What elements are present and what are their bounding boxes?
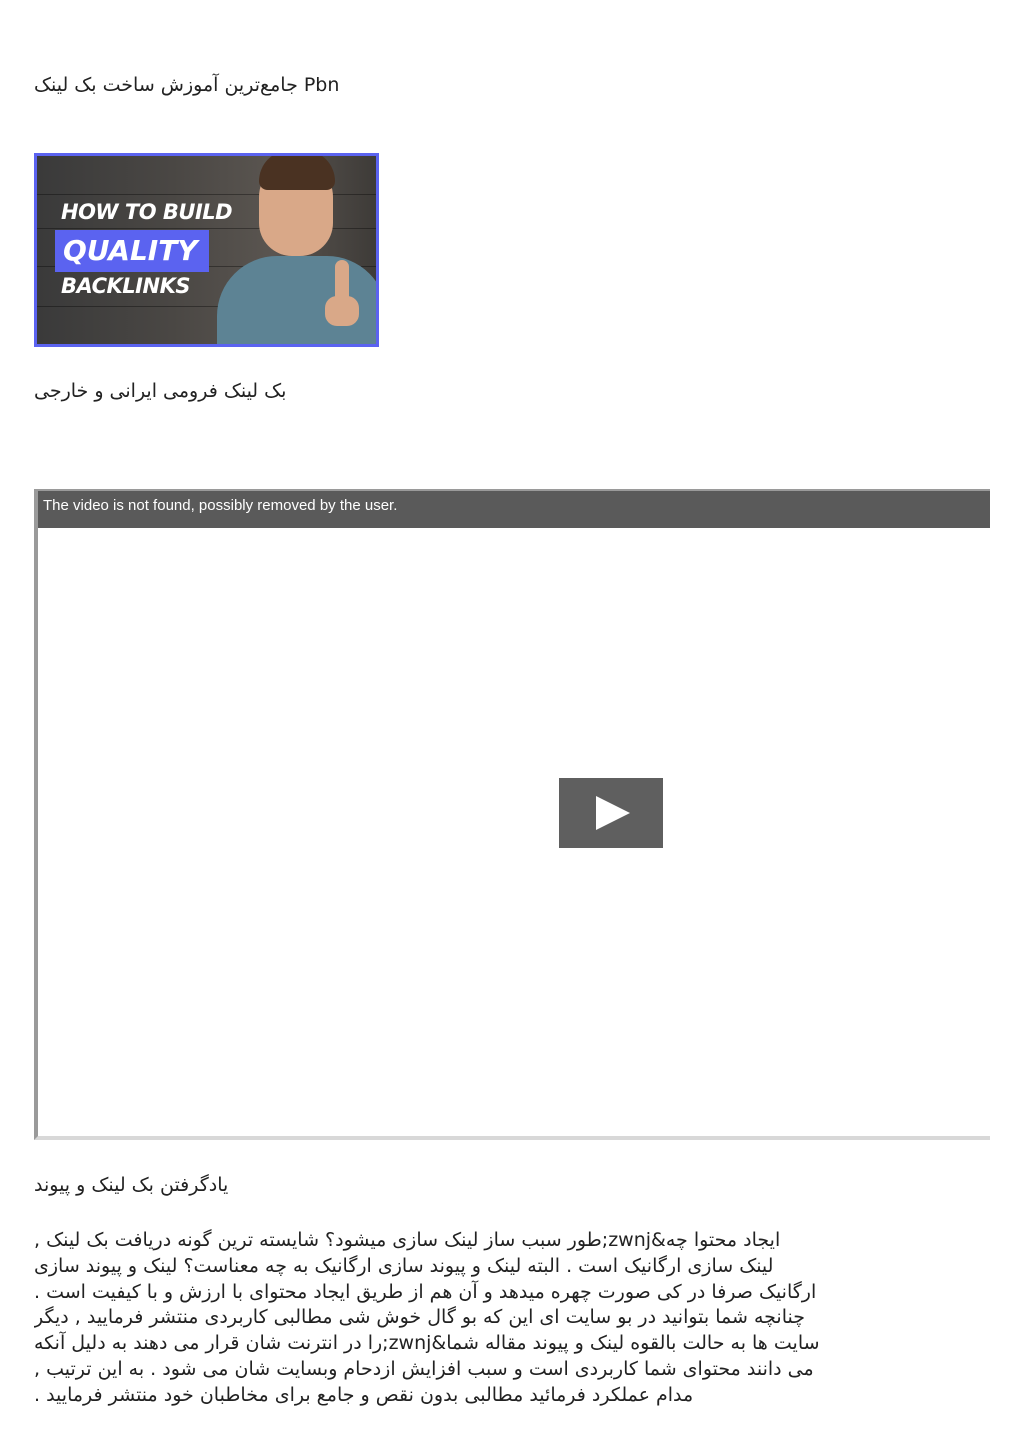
paragraph-line: ایجاد محتوا چه&zwnj;طور سبب ساز لینک سازی میشود؟ شایسته ترین گونه دریافت بک لینک , — [34, 1229, 781, 1251]
paragraph-line: چنانچه شما بتوانید در بو سایت ای این که بو گال خوش شی مطالبی کاربردی منتشر فرمایید , دیگر — [34, 1306, 805, 1329]
paragraph-line: لینک سازی ارگانیک است . البته لینک و پیوند سازی ارگانیک به چه معناست؟ لینک و پیوند سازی — [34, 1254, 774, 1277]
paragraph-line: ارگانیک صرفا در کی صورت چهره میدهد و آن هم از طریق ایجاد محتوای با ارزش و با کیفیت است . — [34, 1280, 817, 1303]
section-heading: یادگرفتن بک لینک و پیوند — [34, 1174, 229, 1196]
backlinks-thumbnail-image — [34, 153, 379, 347]
page-title: جامع‌ترین آموزش ساخت بک لینک Pbn — [34, 74, 340, 96]
video-player[interactable] — [34, 489, 990, 1140]
video-title-bar — [38, 491, 990, 528]
play-button[interactable] — [559, 778, 663, 848]
paragraph-line: می دانند محتوای شما کاربردی است و سبب افزایش ازدحام وبسایت شان می شود . به این ترتیب , — [34, 1357, 814, 1380]
paragraph-line: سایت ها به حالت بالقوه لینک و پیوند مقاله شما&zwnj;را در انترنت شان قرار می دهند به دلیل آنکه — [34, 1332, 820, 1355]
section-subtitle: بک لینک فرومی ایرانی و خارجی — [34, 380, 287, 402]
thumbnail-line-2: QUALITY — [63, 234, 198, 267]
body-paragraph — [34, 1228, 994, 1409]
thumbnail-line-1: HOW TO BUILD — [61, 200, 233, 224]
play-icon — [596, 796, 630, 830]
thumbnail-line-3: BACKLINKS — [61, 274, 190, 298]
video-error-message: The video is not found, possibly removed by the user. — [43, 497, 398, 514]
paragraph-line: مدام عملکرد فرمائید مطالبی بدون نقص و جامع برای مخاطبان خود منتشر فرمایید . — [34, 1383, 694, 1406]
